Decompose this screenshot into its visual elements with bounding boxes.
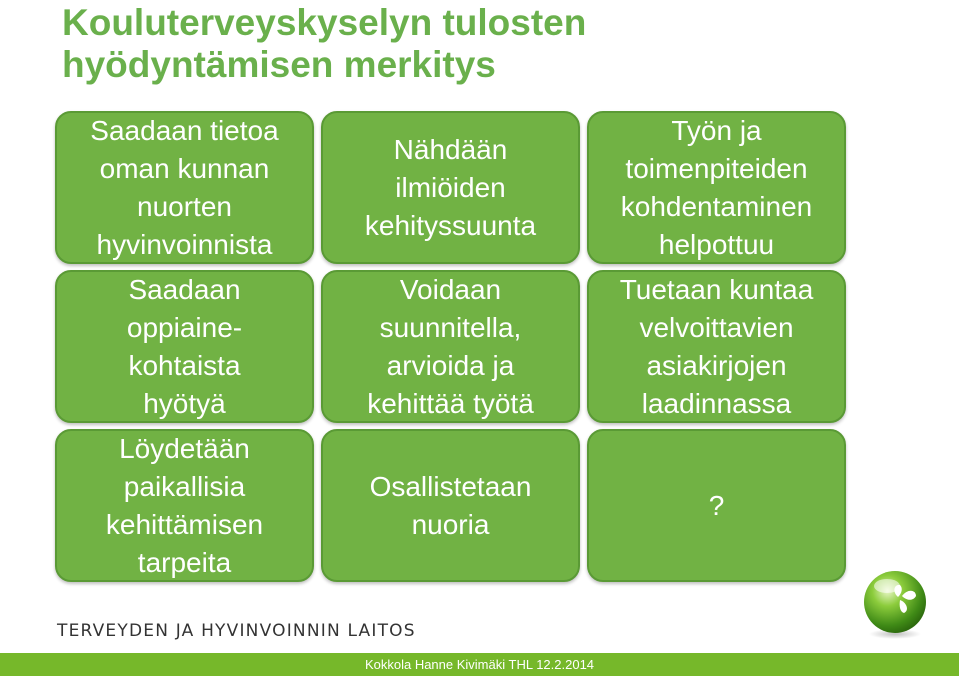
benefit-tile [321, 111, 580, 264]
benefit-text: Saadaan oppiaine- kohtaista hyötyä [126, 273, 243, 419]
benefit-tile [55, 429, 314, 582]
benefit-text: Löydetään paikallisia kehittämisen tarpeita [105, 432, 264, 578]
benefit-text: Saadaan tietoa oman kunnan nuorten hyvinvoinnista [90, 114, 279, 260]
footer-bar [0, 653, 959, 676]
footer-text: Kokkola Hanne Kivimäki THL 12.2.2014 [364, 657, 595, 672]
benefit-text: Voidaan suunnitella, arvioida ja kehittää työtä [367, 273, 534, 419]
benefit-tile [55, 111, 314, 264]
benefit-grid [55, 111, 846, 582]
benefit-text: Tuetaan kuntaa velvoittavien asiakirjojen laadinnassa [619, 273, 814, 419]
benefit-tile [587, 270, 846, 423]
benefit-text: Nähdään ilmiöiden kehityssuunta [364, 133, 537, 241]
benefit-tile [587, 111, 846, 264]
benefit-text: Työn ja toimenpiteiden kohdentaminen helpottuu [620, 114, 813, 260]
slide-title-line-1: Kouluterveyskyselyn tulosten [62, 2, 587, 43]
slide-title-line-2: hyödyntämisen merkitys [62, 44, 496, 85]
benefit-tile-question [587, 429, 846, 582]
green-sphere-leaf-icon [858, 566, 932, 640]
benefit-text: ? [708, 489, 725, 521]
benefit-tile [321, 429, 580, 582]
benefit-text: Osallistetaan nuoria [369, 470, 532, 540]
organization-name: TERVEYDEN JA HYVINVOINNIN LAITOS [57, 621, 416, 641]
slide-title [62, 2, 942, 86]
benefit-tile [55, 270, 314, 423]
benefit-tile [321, 270, 580, 423]
